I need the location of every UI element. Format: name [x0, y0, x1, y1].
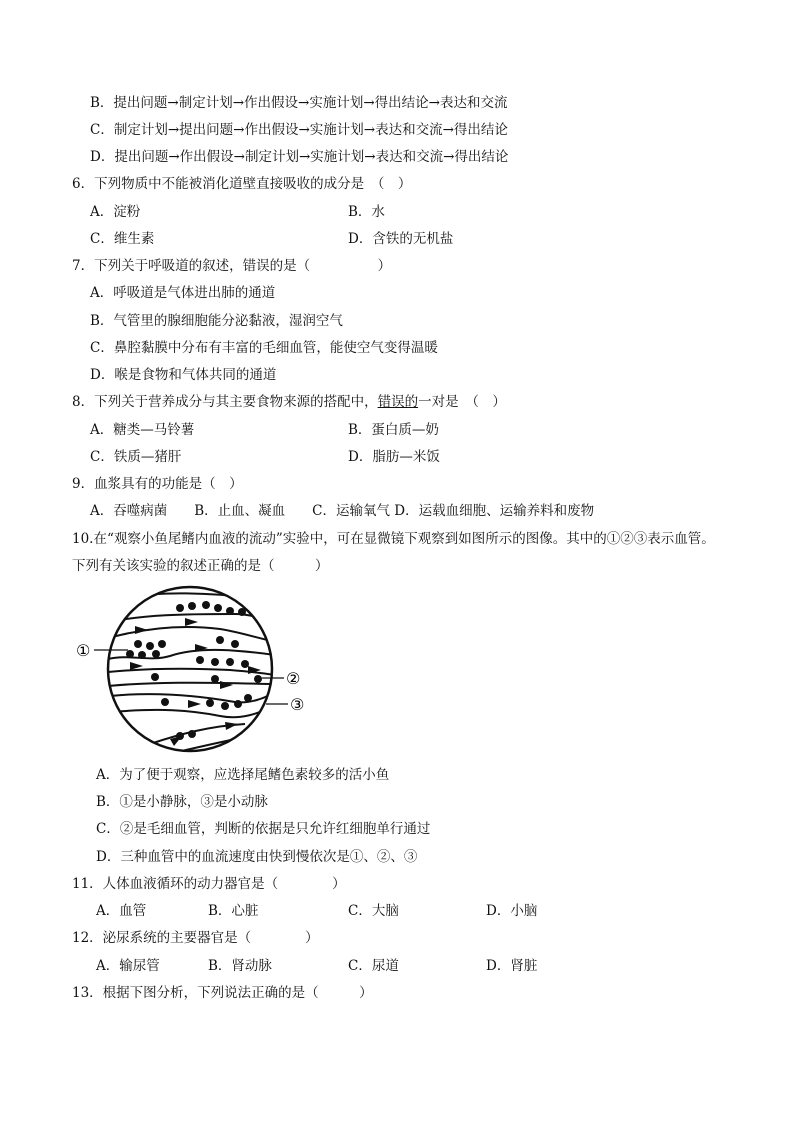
q7-stem: 7．下列关于呼吸道的叙述，错误的是（ ）: [72, 258, 392, 274]
blood-cell: [231, 640, 239, 648]
q8-option-b: B．蛋白质—奶: [348, 422, 439, 438]
q10-stem-line2: 下列有关该实验的叙述正确的是（ ）: [72, 558, 329, 574]
q6-option-b: B．水: [348, 204, 385, 220]
q11-option-d: D．小脑: [486, 903, 538, 919]
vessel-wall: [108, 683, 270, 686]
blood-cell: [196, 656, 204, 664]
q8-option-c: C．铁质—猪肝: [90, 449, 182, 465]
blood-cell: [161, 698, 169, 706]
q9-stem: 9．血浆具有的功能是（ ）: [72, 476, 243, 492]
flow-arrow-icon: [188, 700, 201, 708]
blood-cell: [211, 658, 219, 666]
q10-option-d: D．三种血管中的血流速度由快到慢依次是①、②、③: [96, 849, 418, 865]
q8-stem-emphasis: 错误的: [377, 394, 419, 410]
q12-stem: 12．泌尿系统的主要器官是（ ）: [72, 930, 319, 946]
q11-stem: 11．人体血液循环的动力器官是（ ）: [72, 876, 346, 892]
blood-cell: [202, 601, 210, 609]
blood-vessel-microscope-figure: [70, 584, 320, 764]
blood-cell: [216, 636, 224, 644]
q13-stem: 13．根据下图分析，下列说法正确的是（ ）: [72, 985, 373, 1001]
blood-cell: [226, 658, 234, 666]
blood-cell: [211, 675, 219, 683]
q5-option-d: D．提出问题→作出假设→制定计划→实施计划→表达和交流→得出结论: [90, 149, 509, 165]
q12-option-c: C．尿道: [348, 958, 399, 974]
q11-option-a: A．血管: [96, 903, 147, 919]
q6-option-a: A．淀粉: [90, 204, 141, 220]
blood-cell: [138, 651, 146, 659]
q12-option-a: A．输尿管: [96, 958, 160, 974]
blood-cell: [244, 694, 252, 702]
blood-cell: [188, 730, 196, 738]
blood-cell: [152, 650, 160, 658]
q8-stem: [72, 392, 506, 412]
q12-option-b: B．肾动脉: [208, 958, 272, 974]
q10-option-b: B．①是小静脉，③是小动脉: [96, 794, 268, 810]
vessel-wall: [100, 593, 280, 602]
q6-stem: 6．下列物质中不能被消化道壁直接吸收的成分是 （ ）: [72, 176, 412, 192]
flow-arrow-icon: [185, 618, 198, 626]
q12-option-d: D．肾脏: [486, 958, 538, 974]
q11-option-c: C．大脑: [348, 903, 399, 919]
blood-cell: [241, 660, 249, 668]
q7-option-d: D．喉是食物和气体共同的通道: [90, 367, 277, 383]
flow-arrow-icon: [225, 722, 238, 730]
blood-cell: [238, 608, 246, 616]
blood-cell: [151, 673, 159, 681]
label-vessel-3: ③: [290, 695, 305, 714]
q6-option-c: C．维生素: [90, 231, 155, 247]
q5-option-b: B．提出问题→制定计划→作出假设→实施计划→得出结论→表达和交流: [90, 95, 508, 111]
blood-cell: [146, 642, 154, 650]
q8-option-d: D．脂肪—米饭: [348, 449, 440, 465]
blood-cell: [134, 640, 142, 648]
vessel-wall: [105, 627, 285, 644]
q5-option-c: C．制定计划→提出问题→作出假设→实施计划→表达和交流→得出结论: [90, 122, 508, 138]
q8-option-a: A．糖类—马铃薯: [90, 422, 195, 438]
q9-options: A．吞噬病菌 B．止血、凝血 C．运输氧气 D．运载血细胞、运输养料和废物: [90, 503, 595, 519]
q8-stem-pre: 8．下列关于营养成分与其主要食物来源的搭配中，: [72, 394, 378, 410]
label-vessel-1: ①: [76, 641, 91, 660]
label-vessel-2: ②: [286, 669, 301, 688]
q7-option-b: B．气管里的腺细胞能分泌黏液，湿润空气: [90, 313, 343, 329]
q7-option-a: A．呼吸道是气体进出肺的通道: [90, 285, 276, 301]
q10-option-a: A．为了便于观察，应选择尾鳍色素较多的活小鱼: [96, 767, 390, 783]
blood-cell: [176, 604, 184, 612]
blood-cell: [226, 607, 234, 615]
q10-option-c: C．②是毛细血管，判断的依据是只允许红细胞单行通过: [96, 821, 431, 837]
blood-cell: [206, 699, 214, 707]
blood-cell: [188, 602, 196, 610]
blood-cell: [126, 650, 134, 658]
flow-arrow-icon: [135, 626, 148, 634]
blood-cell: [254, 675, 262, 683]
q6-option-d: D．含铁的无机盐: [348, 231, 454, 247]
blood-cell: [221, 702, 229, 710]
q10-stem-line1: 10.在“观察小鱼尾鳍内血液的流动”实验中，可在显微镜下观察到如图所示的图像。其中的①②③表示血管。: [72, 531, 715, 547]
q7-option-c: C．鼻腔黏膜中分布有丰富的毛细血管，能使空气变得温暖: [90, 340, 438, 356]
blood-cell: [234, 700, 242, 708]
q8-stem-post: 一对是 （ ）: [418, 394, 506, 410]
blood-cell: [214, 604, 222, 612]
q11-option-b: B．心脏: [208, 903, 259, 919]
blood-cell: [158, 640, 166, 648]
